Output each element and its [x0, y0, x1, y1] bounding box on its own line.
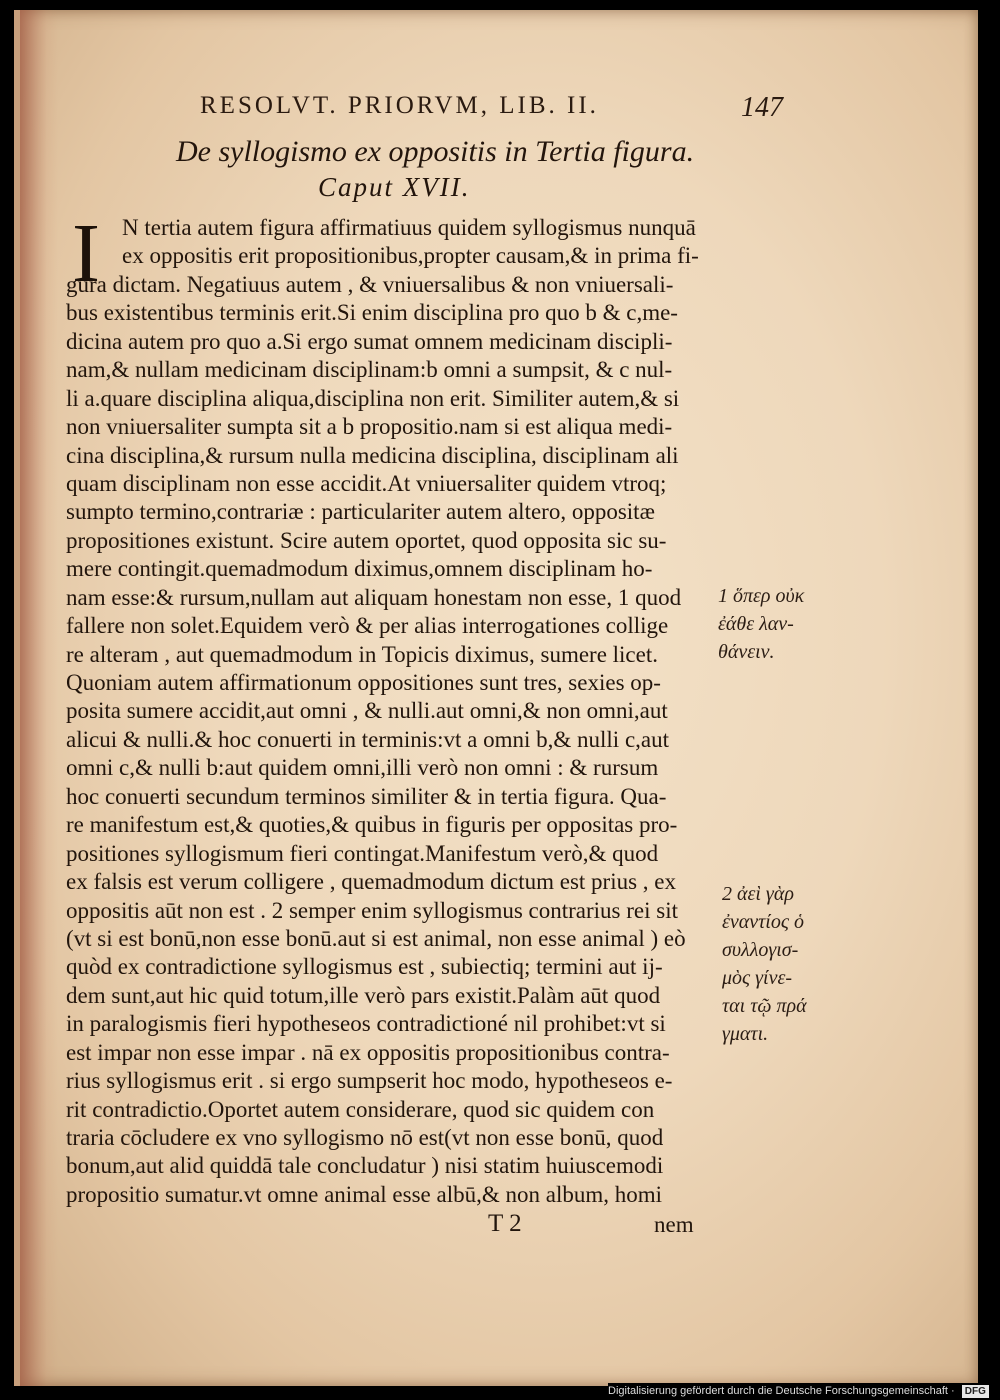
text-line: Quoniam autem affirmationum oppositiones sunt tres, sexies op-: [66, 670, 661, 695]
text-line: N tertia autem figura affirmatiuus quidem syllogismus nunquā: [122, 215, 696, 240]
text-line: oppositis aūt non est . 2 semper enim syllogismus contrarius rei sit: [66, 897, 678, 923]
text-line: propositio sumatur.vt omne animal esse albū,& non album, homi: [66, 1181, 663, 1207]
text-line: positiones syllogismum fieri contingat.Manifestum verò,& quod: [66, 840, 659, 866]
margin-note-line: 2 ἀεὶ γὰρ: [722, 883, 794, 905]
text-line: quòd ex contradictione syllogismus est , subiectiq; termini aut ij-: [66, 954, 663, 980]
text-line: dem sunt,aut hic quid totum,ille verò pars existit.Palàm aūt quod: [66, 982, 661, 1008]
text-line: bus existentibus terminis erit.Si enim disciplina pro quo b & c,me-: [66, 300, 678, 326]
text-line: dicina autem pro quo a.Si ergo sumat omnem medicinam discipli-: [66, 328, 673, 354]
text-line: nam esse:& rursum,nullam aut aliquam honestam non esse, 1 quod: [66, 584, 682, 610]
text-line: propositiones existunt. Scire autem oportet, quod opposita sic su-: [66, 527, 667, 553]
text-line: nam,& nullam medicinam disciplinam:b omni a sumpsit, & c nul-: [66, 357, 673, 383]
text-line: ex falsis est verum colligere , quemadmodum dictum est prius , ex: [66, 869, 676, 895]
margin-note-2: [722, 880, 807, 1048]
text-line: gura dictam. Negatiuus autem , & vniuersalibus & non vniuersali-: [66, 271, 674, 297]
credit-text: Digitalisierung gefördert durch die Deutsche Forschungsgemeinschaft: [608, 1385, 948, 1397]
text-line: quam disciplinam non esse accidit.At vniuersaliter quidem vtroq;: [66, 470, 667, 496]
body-text: [66, 207, 746, 1209]
digitization-credit: Digitalisierung gefördert durch die Deutsche Forschungsgemeinschaft · DFG: [608, 1383, 1000, 1400]
drop-cap-initial: I: [72, 207, 100, 300]
running-head: RESOLVT. PRIORVM, LIB. II.: [200, 92, 599, 119]
text-line: (vt si est bonū,non esse bonū.aut si est animal, non esse animal ) eò: [66, 925, 686, 951]
margin-note-line: συλλογισ-: [722, 939, 799, 961]
text-line: rius syllogismus erit . si ergo sumpserit hoc modo, hypotheseos e-: [66, 1068, 673, 1094]
margin-note-line: ἐναντίος ὁ: [722, 911, 804, 933]
text-line: li a.quare disciplina aliqua,disciplina non erit. Similiter autem,& si: [66, 385, 680, 411]
margin-note-line: ται τῷ πρά: [722, 995, 807, 1017]
text-line: re alteram , aut quemadmodum in Topicis diximus, sumere licet.: [66, 641, 658, 667]
dfg-logo: DFG: [962, 1385, 989, 1398]
margin-note-line: μὸς γίνε-: [722, 967, 793, 989]
text-line: bonum,aut alid quiddā tale concludatur ) nisi statim huiuscemodi: [66, 1153, 664, 1179]
text-line: in paralogismis fieri hypotheseos contradictioné nil prohibet:vt si: [66, 1011, 666, 1037]
margin-note-line: ἐάθε λαν-: [718, 613, 794, 635]
page-gutter-shadow: [20, 10, 58, 1386]
margin-note-1: [718, 582, 804, 666]
text-line: non vniuersaliter sumpta sit a b propositio.nam si est aliqua medi-: [66, 414, 673, 440]
text-line: omni c,& nulli b:aut quidem omni,illi verò non omni : & rursum: [66, 755, 659, 781]
text-line: sumpto termino,contrariæ : particulariter autem altero, oppositæ: [66, 499, 655, 525]
text-line: re manifestum est,& quoties,& quibus in figuris per oppositas pro-: [66, 812, 678, 838]
text-line: mere contingit.quemadmodum diximus,omnem disciplinam ho-: [66, 556, 653, 582]
text-line: posita sumere accidit,aut omni , & nulli.aut omni,& non omni,aut: [66, 698, 668, 724]
signature-mark: T 2: [488, 1210, 522, 1237]
text-line: est impar non esse impar . nā ex oppositis propositionibus contra-: [66, 1039, 670, 1065]
catchword: nem: [654, 1212, 694, 1237]
text-line: ex oppositis erit propositionibus,propter causam,& in prima fi-: [122, 243, 699, 269]
text-line: traria cōcludere ex vno syllogismo nō est(vt non esse bonū, quod: [66, 1125, 664, 1150]
chapter-title: De syllogismo ex oppositis in Tertia figura.: [176, 135, 695, 168]
page-number: 147: [741, 92, 783, 123]
text-line: hoc conuerti secundum terminos similiter & in tertia figura. Qua-: [66, 783, 667, 809]
chapter-number: Caput XVII.: [318, 172, 471, 202]
text-line: fallere non solet.Equidem verò & per alias interrogationes collige: [66, 613, 669, 639]
margin-note-line: γματι.: [722, 1023, 769, 1045]
text-line: cina disciplina,& rursum nulla medicina disciplina, disciplinam ali: [66, 442, 679, 468]
margin-note-line: θάνειν.: [718, 641, 775, 663]
margin-note-line: 1 ὅπερ οὐκ: [718, 585, 805, 607]
text-line: alicui & nulli.& hoc conuerti in terminis:vt a omni b,& nulli c,aut: [66, 726, 670, 752]
text-line: rit contradictio.Oportet autem considerare, quod sic quidem con: [66, 1096, 655, 1122]
